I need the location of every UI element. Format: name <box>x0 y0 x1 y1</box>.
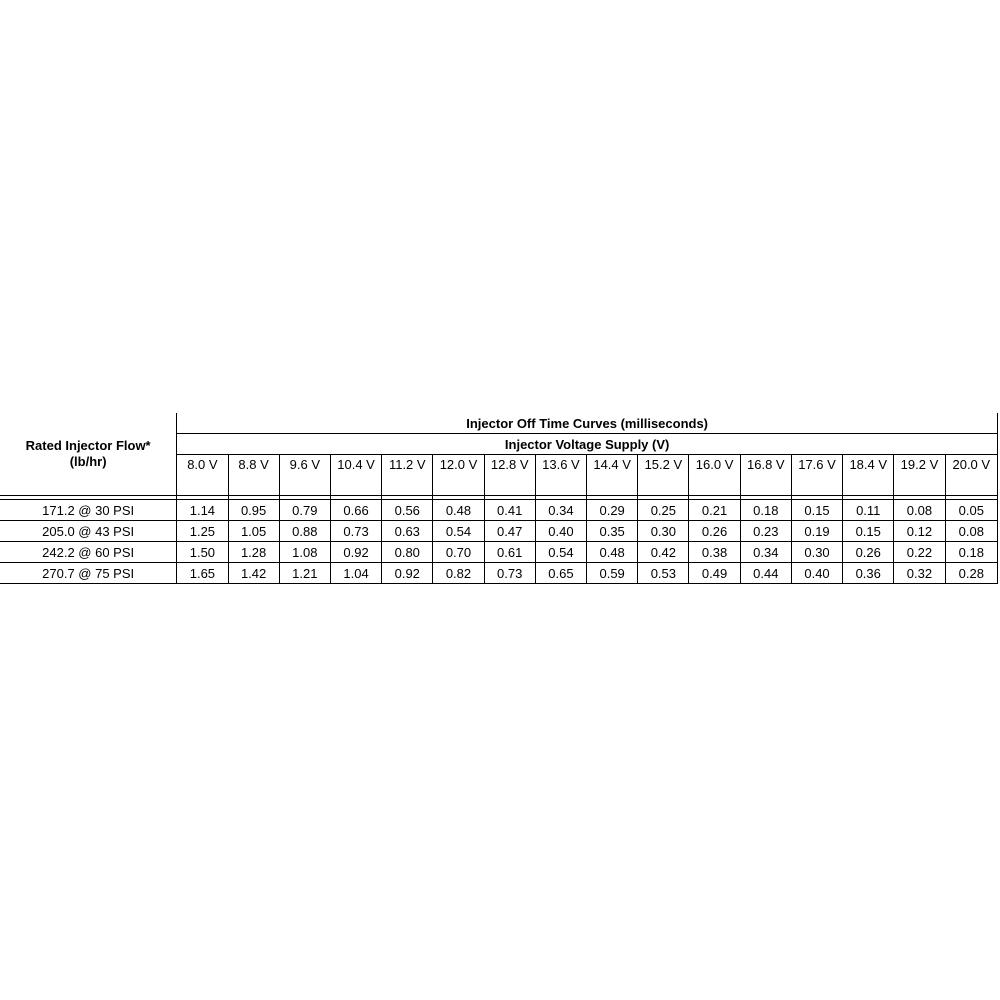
title-row <box>0 413 998 434</box>
off-time-cell: 0.80 <box>382 542 433 563</box>
voltage-column-header: 9.6 V <box>279 455 330 496</box>
off-time-cell: 0.30 <box>791 542 842 563</box>
off-time-cell: 1.25 <box>177 521 228 542</box>
off-time-cell: 0.54 <box>535 542 586 563</box>
off-time-cell: 0.05 <box>945 500 997 521</box>
off-time-cell: 0.44 <box>740 563 791 584</box>
off-time-cell: 0.32 <box>894 563 945 584</box>
off-time-cell: 0.11 <box>843 500 894 521</box>
off-time-cell: 1.28 <box>228 542 279 563</box>
off-time-cell: 0.42 <box>638 542 689 563</box>
off-time-cell: 0.54 <box>433 521 484 542</box>
off-time-cell: 0.40 <box>535 521 586 542</box>
off-time-cell: 0.26 <box>843 542 894 563</box>
off-time-cell: 0.63 <box>382 521 433 542</box>
off-time-cell: 1.05 <box>228 521 279 542</box>
off-time-cell: 0.15 <box>843 521 894 542</box>
off-time-cell: 1.65 <box>177 563 228 584</box>
off-time-cell: 1.21 <box>279 563 330 584</box>
off-time-cell: 0.35 <box>587 521 638 542</box>
voltage-column-header: 12.0 V <box>433 455 484 496</box>
off-time-cell: 0.79 <box>279 500 330 521</box>
off-time-cell: 0.15 <box>791 500 842 521</box>
row-header-line1: Rated Injector Flow* <box>25 437 151 453</box>
off-time-cell: 0.49 <box>689 563 740 584</box>
flow-rate-label: 171.2 @ 30 PSI <box>0 500 177 521</box>
off-time-cell: 0.73 <box>484 563 535 584</box>
off-time-cell: 0.18 <box>740 500 791 521</box>
row-header <box>0 434 177 496</box>
off-time-cell: 0.47 <box>484 521 535 542</box>
off-time-cell: 0.21 <box>689 500 740 521</box>
voltage-column-header: 16.8 V <box>740 455 791 496</box>
off-time-cell: 0.65 <box>535 563 586 584</box>
voltage-column-header: 19.2 V <box>894 455 945 496</box>
table-row <box>0 563 998 584</box>
voltage-column-header: 14.4 V <box>587 455 638 496</box>
voltage-column-header: 16.0 V <box>689 455 740 496</box>
injector-off-time-table <box>0 413 998 584</box>
off-time-cell: 0.22 <box>894 542 945 563</box>
off-time-cell: 0.56 <box>382 500 433 521</box>
off-time-cell: 0.53 <box>638 563 689 584</box>
flow-rate-label: 205.0 @ 43 PSI <box>0 521 177 542</box>
off-time-cell: 0.48 <box>433 500 484 521</box>
off-time-cell: 0.18 <box>945 542 997 563</box>
off-time-cell: 0.12 <box>894 521 945 542</box>
voltage-column-header: 17.6 V <box>791 455 842 496</box>
off-time-cell: 0.36 <box>843 563 894 584</box>
off-time-cell: 0.25 <box>638 500 689 521</box>
voltage-column-header: 18.4 V <box>843 455 894 496</box>
table-row <box>0 500 998 521</box>
off-time-cell: 0.08 <box>945 521 997 542</box>
subtitle-row <box>0 434 998 455</box>
off-time-cell: 0.38 <box>689 542 740 563</box>
off-time-cell: 0.88 <box>279 521 330 542</box>
off-time-cell: 0.61 <box>484 542 535 563</box>
off-time-cell: 0.48 <box>587 542 638 563</box>
voltage-column-header: 12.8 V <box>484 455 535 496</box>
off-time-cell: 0.08 <box>894 500 945 521</box>
voltage-column-header: 10.4 V <box>330 455 381 496</box>
off-time-cell: 0.28 <box>945 563 997 584</box>
voltage-column-header: 8.0 V <box>177 455 228 496</box>
off-time-cell: 0.70 <box>433 542 484 563</box>
off-time-cell: 1.14 <box>177 500 228 521</box>
off-time-cell: 0.92 <box>382 563 433 584</box>
off-time-cell: 0.29 <box>587 500 638 521</box>
voltage-column-header: 15.2 V <box>638 455 689 496</box>
flow-rate-label: 270.7 @ 75 PSI <box>0 563 177 584</box>
voltage-column-header: 11.2 V <box>382 455 433 496</box>
off-time-cell: 0.95 <box>228 500 279 521</box>
off-time-cell: 0.66 <box>330 500 381 521</box>
table-title: Injector Off Time Curves (milliseconds) <box>177 413 998 434</box>
off-time-cell: 0.23 <box>740 521 791 542</box>
off-time-cell: 0.82 <box>433 563 484 584</box>
off-time-cell: 1.50 <box>177 542 228 563</box>
flow-rate-label: 242.2 @ 60 PSI <box>0 542 177 563</box>
off-time-cell: 0.34 <box>740 542 791 563</box>
off-time-cell: 0.92 <box>330 542 381 563</box>
off-time-cell: 1.08 <box>279 542 330 563</box>
off-time-cell: 0.30 <box>638 521 689 542</box>
off-time-cell: 0.41 <box>484 500 535 521</box>
voltage-column-header: 8.8 V <box>228 455 279 496</box>
table-row <box>0 542 998 563</box>
off-time-cell: 1.04 <box>330 563 381 584</box>
table-subtitle: Injector Voltage Supply (V) <box>177 434 998 455</box>
off-time-cell: 0.34 <box>535 500 586 521</box>
off-time-cell: 0.59 <box>587 563 638 584</box>
voltage-column-header: 13.6 V <box>535 455 586 496</box>
off-time-cell: 0.40 <box>791 563 842 584</box>
off-time-cell: 0.19 <box>791 521 842 542</box>
off-time-cell: 1.42 <box>228 563 279 584</box>
row-header-line2: (lb/hr) <box>69 453 107 469</box>
off-time-cell: 0.26 <box>689 521 740 542</box>
off-time-cell: 0.73 <box>330 521 381 542</box>
voltage-column-header: 20.0 V <box>945 455 997 496</box>
table-row <box>0 521 998 542</box>
